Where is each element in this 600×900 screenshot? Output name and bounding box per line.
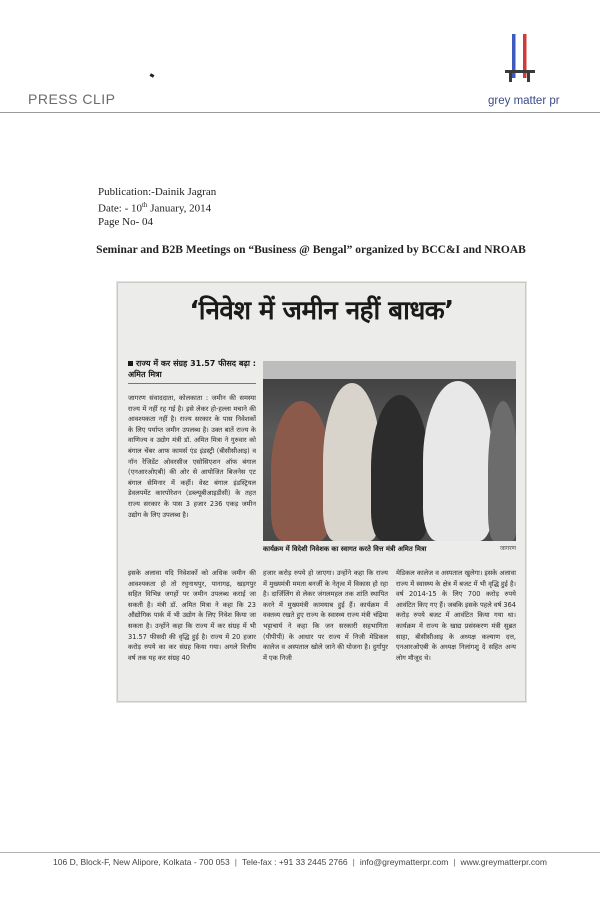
publication-date: Date: - 10th January, 2014 (98, 201, 212, 215)
footer-website[interactable]: www.greymatterpr.com (460, 857, 547, 867)
print-speck (150, 73, 155, 78)
photo-backdrop-banner (263, 361, 516, 379)
newspaper-clipping (117, 282, 526, 702)
grey-matter-logo-icon (503, 32, 539, 86)
footer-email[interactable]: info@greymatterpr.com (359, 857, 449, 867)
press-clip-label: PRESS CLIP (28, 91, 116, 107)
clip-subhead: राज्य में कर संग्रह 31.57 फीसद बढ़ा : अमित मित्रा (128, 358, 256, 384)
photo-person-4 (423, 381, 493, 541)
article-column-1: जागरण संवाददाता, कोलकाता : जमीन की समस्या राज्य में नहीं रह गई है। इसे लेकर हो-हल्ला मचाने की आवश्यकता नहीं है। राज्य सरकार के पास निवेशकों के लिए पर्याप्त जमीन उपलब्ध है। उक्त बातें राज्य के वाणिज्य व उद्योग मंत्री डॉ. अमित मित्रा ने गुरुवार को बंगाल चेंबर आफ कामर्स एंड इंडस्ट्री (बीसीसीआइ) व नॉन रेजिडेंट ओवरसीज एसोसिएशन ऑफ बंगाल (एनआरओएबी) की ओर से आयोजित बिजनेस एट बंगाल सेमिनार में कहीं। वेस्ट बंगाल इंडस्ट्रियल डेवलपमेंट कारपोरेशन (डब्ल्यूबीआइडीसी) के तहत राज्य सरकार के पास 3 हजार 236 एकड़ जमीन उद्योग के लिए उपलब्ध है। (128, 394, 256, 519)
article-column-2: हजार करोड़ रुपये हो जाएगा। उन्होंने कहा कि राज्य में मुख्यमंत्री ममता बनर्जी के नेतृत्व में विकास हो रहा है। दार्जिलिंग से लेकर जंगलमहल तक शांति स्थापित करने में मुख्यमंत्री कामयाब हुई हैं। कार्यक्रम में वक्तव्य रखते हुए राज्य के स्वास्थ्य राज्य मंत्री चंद्रिमा भट्टाचार्य ने कहा कि जन सरकारी सहभागिता (पीपीपी) के आधार पर राज्य में निजी मेडिकल कालेज व अस्पताल खोले जाने की योजना है। दुर्गापुर में एक निजी (263, 569, 388, 662)
footer-address: 106 D, Block-F, New Alipore, Kolkata - 700 053 (53, 857, 230, 867)
publication-name: Publication:-Dainik Jagran (98, 186, 217, 198)
footer: 106 D, Block-F, New Alipore, Kolkata - 700 053 | Tele-fax : +91 33 2445 2766 | info@greymatterpr.com | www.greymatterpr.com (53, 857, 547, 867)
header-divider (0, 112, 600, 113)
publication-meta (98, 186, 216, 229)
article-column-1b: इसके अलावा यदि निवेशकों को अधिक जमीन की आवश्यकता हो तो रघुनाथपुर, पानागढ़, खड़गपुर सहित विभिन्न जगहों पर जमीन उपलब्ध कराई जा सकती है। मंत्री डॉ. अमित मित्रा ने कहा कि 23 औद्योगिक पार्क में भी उद्योग के लिए निवेश किया जा सकता है। उन्होंने कहा कि राज्य में कर संग्रह में भी 31.57 फीसदी की वृद्धि हुई है। राज्य में 20 हजार करोड़ रुपये का कर संग्रह किया गया। अगले वित्तीय वर्ष तक यह कर संग्रह 40 (128, 569, 256, 662)
clip-caption: Seminar and B2B Meetings on “Business @ Bengal” organized by BCC&I and NROAB (96, 244, 526, 256)
brand-name: grey matter pr (488, 95, 560, 107)
bullet-icon (128, 361, 133, 366)
photo-person-1 (271, 401, 331, 541)
photo-person-3 (371, 395, 429, 541)
footer-divider (0, 852, 600, 853)
photo-person-5 (488, 401, 516, 541)
article-column-3: मेडिकल कालेज व अस्पताल खुलेगा। इसके अलावा राज्य में स्वास्थ्य के क्षेत्र में बजट में भी वृद्धि हुई है। वर्ष 2014-15 के लिए 700 करोड़ रुपये आवंटित किए गए हैं। जबकि इसके पहले वर्ष 364 करोड़ रुपये बजट में आवंटित किया गया था। कार्यक्रम में राज्य के खाद्य प्रसंस्करण मंत्री सुब्रत साहा, बीसीसीआइ के अध्यक्ष कल्याण दत्त, एनआरओएबी के अध्यक्ष निलांगशु दे सहित अन्य लोग मौजूद थे। (396, 569, 516, 662)
clip-headline: ‘निवेश में जमीन नहीं बाधक’ (189, 296, 454, 326)
page-number: Page No- 04 (98, 215, 153, 228)
photo-credit: जागरण (499, 545, 516, 552)
footer-phone: Tele-fax : +91 33 2445 2766 (241, 857, 348, 867)
photo-caption: कार्यक्रम में विदेशी निवेशक का स्वागत करते वित्त मंत्री अमित मित्रा (263, 545, 427, 553)
news-photo (263, 361, 516, 541)
